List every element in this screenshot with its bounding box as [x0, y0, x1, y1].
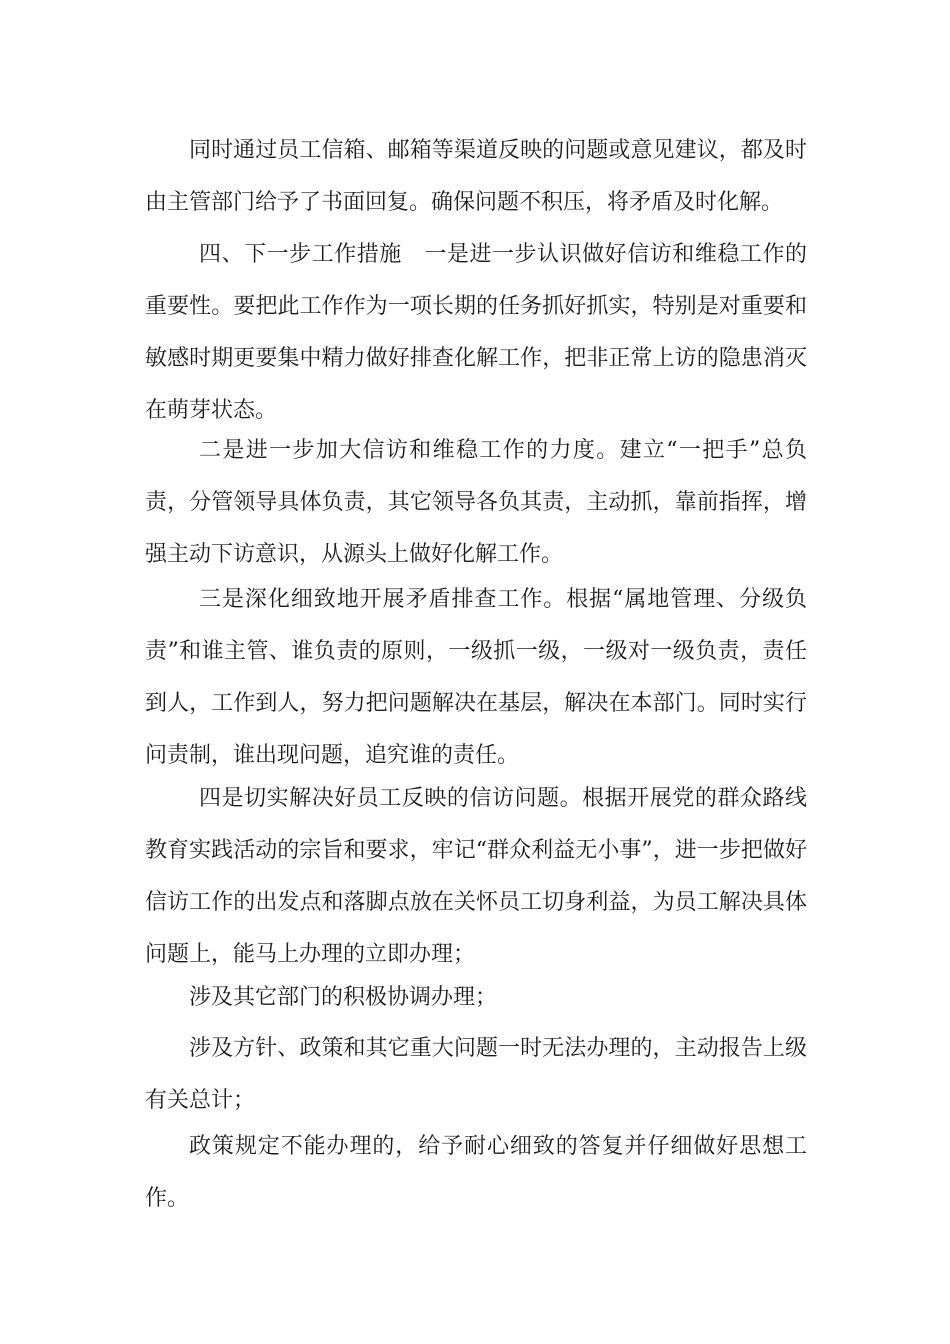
paragraph-measure-four: 四是切实解决好员工反映的信访问题。根据开展党的群众路线教育实践活动的宗旨和要求，牢记“群众利益无小事”，进一步把做好信访工作的出发点和落脚点放在关怀员工切身利益，为员工解决具体问题上，能马上办理的立即办理； [145, 786, 807, 967]
paragraph-patient-reply: 政策规定不能办理的，给予耐心细致的答复并仔细做好思想工作。 [145, 1134, 807, 1211]
paragraph-measure-three: 三是深化细致地开展矛盾排查工作。根据“属地管理、分级负责”和谁主管、谁负责的原则，一级抓一级，一级对一级负责，责任到人，工作到人，努力把问题解决在基层，解决在本部门。同时实行问责制，谁出现问题，追究谁的责任。 [145, 587, 807, 768]
paragraph-coordinate: 涉及其它部门的积极协调办理； [189, 985, 498, 1010]
paragraph-report-superior: 涉及方针、政策和其它重大问题一时无法办理的，主动报告上级有关总计； [145, 1036, 807, 1113]
paragraph-next-steps: 四、下一步工作措施 一是进一步认识做好信访和维稳工作的重要性。要把此工作作为一项长期的任务抓好抓实，特别是对重要和敏感时期更要集中精力做好排查化解工作，把非正常上访的隐患消灭在萌芽状态。 [145, 242, 807, 423]
paragraph-measure-two: 二是进一步加大信访和维稳工作的力度。建立“一把手”总负责，分管领导具体负责，其它领导各负其责，主动抓，靠前指挥，增强主动下访意识，从源头上做好化解工作。 [145, 438, 807, 567]
paragraph-feedback-reply: 同时通过员工信箱、邮箱等渠道反映的问题或意见建议，都及时由主管部门给予了书面回复。确保问题不积压，将矛盾及时化解。 [145, 138, 807, 215]
